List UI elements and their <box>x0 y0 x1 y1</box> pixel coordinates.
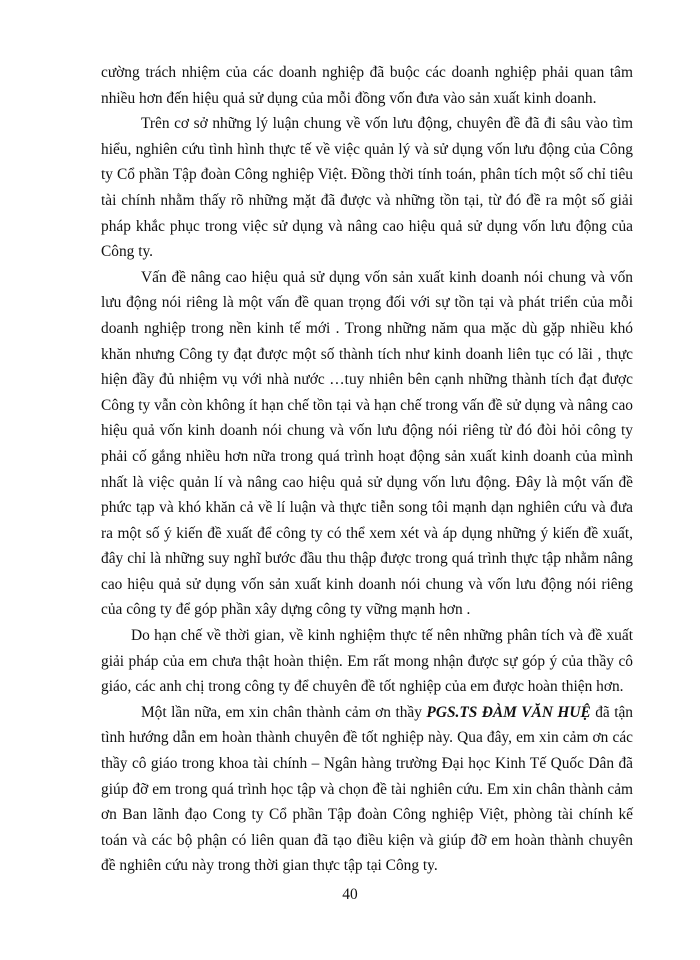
document-body <box>101 60 633 879</box>
acknowledgement-lead: Một lần nữa, em xin chân thành cảm ơn thầy <box>141 703 427 721</box>
advisor-name: PGS.TS ĐÀM VĂN HUỆ <box>426 703 591 721</box>
paragraph-continuation: cường trách nhiệm của các doanh nghiệp đã buộc các doanh nghiệp phải quan tâm nhiều hơn đến hiệu quả sử dụng của mỗi đồng vốn đưa vào sản xuất kinh doanh. <box>101 64 633 107</box>
paragraph-research-summary: Trên cơ sở những lý luận chung về vốn lưu động, chuyên đề đã đi sâu vào tìm hiểu, nghiên cứu tình hình thực tế về việc quản lý và sử dụng vốn lưu động của Công ty Cổ phần Tập đoàn Công nghiệp Việt. Đồng thời tính toán, phân tích một số chỉ tiêu tài chính nhằm thấy rõ những mặt đã được và những tồn tại, từ đó đề ra một số giải pháp khắc phục trong việc sử dụng và nâng cao hiệu quả sử dụng vốn lưu động của Công ty. <box>101 115 633 261</box>
paragraph-limitations: Do hạn chế về thời gian, về kinh nghiệm thực tế nên những phân tích và đề xuất giải pháp của em chưa thật hoàn thiện. Em rất mong nhận được sự góp ý của thầy cô giáo, các anh chị trong công ty để chuyên đề tốt nghiệp của em được hoàn thiện hơn. <box>101 627 633 696</box>
page-number: 40 <box>342 886 358 903</box>
paragraph-capital-efficiency: Vấn đề nâng cao hiệu quả sử dụng vốn sản xuất kinh doanh nói chung và vốn lưu động nói riêng là một vấn đề quan trọng đối với sự tồn tại và phát triển của mỗi doanh nghiệp trong nền kinh tế mới . Trong những năm qua mặc dù gặp nhiều khó khăn nhưng Công ty đạt được một số thành tích như kinh doanh liên tục có lãi , thực hiện đầy đủ nhiệm vụ với nhà nước …tuy nhiên bên cạnh những thành tích đạt được Công ty vẫn còn không ít hạn chế tồn tại và hạn chế trong vấn đề sử dụng và nâng cao hiệu quả vốn kinh doanh nói chung và vốn lưu động nói riêng từ đó đòi hỏi công ty phải cố gắng nhiều hơn nữa trong quá trình hoạt động sản xuất kinh doanh của mình nhất là việc quản lí và nâng cao hiệu quả sử dụng vốn lưu động. Đây là một vấn đề phức tạp và khó khăn cả về lí luận và thực tiễn song tôi mạnh dạn nghiên cứu và đưa ra một số ý kiến đề xuất để công ty có thể xem xét và áp dụng những ý kiến đề xuất, đây chỉ là những suy nghĩ bước đầu thu thập được trong quá trình thực tập nhằm nâng cao hiệu quả sử dụng vốn sản xuất kinh doanh nói chung và vốn lưu động nói riêng của công ty để góp phần xây dựng công ty vững mạnh hơn . <box>101 268 633 619</box>
paragraph-acknowledgement <box>101 700 633 879</box>
acknowledgement-rest: đã tận tình hướng dẫn em hoàn thành chuyên đề tốt nghiệp này. Qua đây, em xin cảm ơn các thầy cô giáo trong khoa tài chính – Ngân hàng trường Đại học Kinh Tế Quốc Dân đã giúp đỡ em trong quá trình học tập và chọn đề tài nghiên cứu. Em xin chân thành cảm ơn Ban lãnh đạo Cong ty Cổ phần Tập đoàn Công nghiệp Việt, phòng tài chính kế toán và các bộ phận có liên quan đã tạo điều kiện và giúp đỡ em hoàn thành chuyên đề nghiên cứu này trong thời gian thực tập tại Công ty. <box>101 703 633 875</box>
